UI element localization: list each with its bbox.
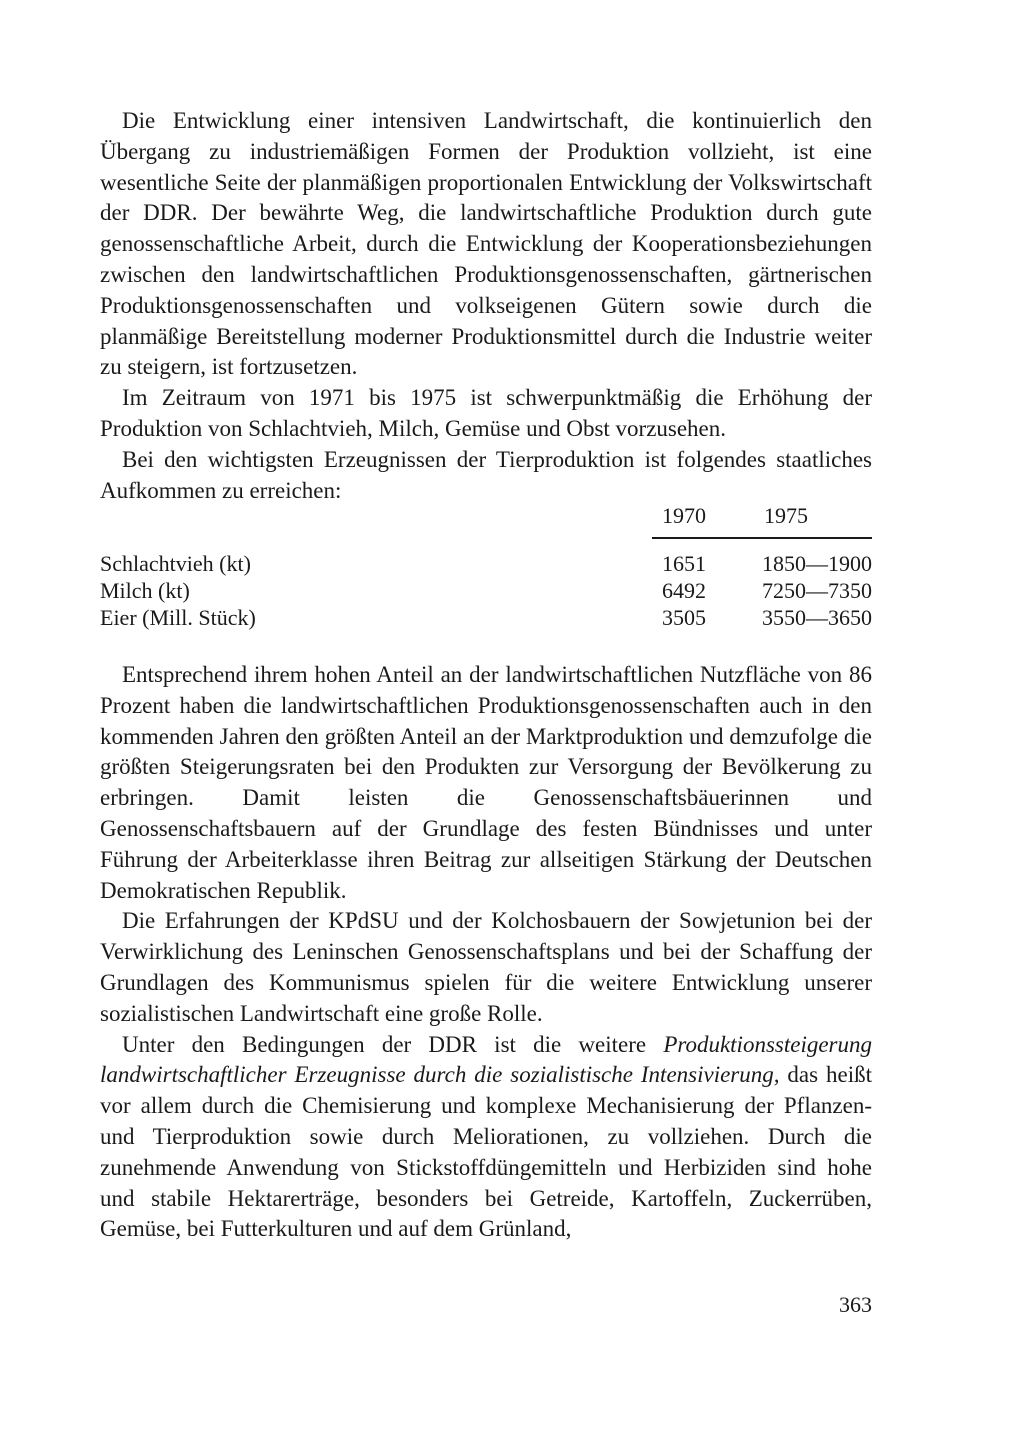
value-1970: 1651 [662,551,706,576]
value-1970: 6492 [662,578,706,603]
table-header [100,503,872,539]
table-row [100,578,872,605]
paragraph: Bei den wichtigsten Erzeugnissen der Tierproduktion ist folgendes staatliches Aufkommen zu erreichen: [100,446,872,503]
emphasized-text: Produktionssteigerung landwirtschaftlicher Erzeugnisse durch die sozialistische Intensivierung, [100,1031,872,1088]
header-rule [652,537,872,539]
value-1975: 3550—3650 [762,605,872,630]
row-label: Milch (kt) [100,578,190,603]
body-text-top [100,106,872,506]
table-row [100,605,872,632]
body-text-bottom [100,660,872,1245]
table-row [100,551,872,578]
column-header-1975: 1975 [764,503,808,528]
paragraph: Die Entwicklung einer intensiven Landwirtschaft, die kontinuierlich den Übergang zu industriemäßigen Formen der Produktion vollzieht, ist eine wesentliche Seite der planmäßigen proportionalen Entwicklung der Volkswirtschaft der DDR. Der bewährte Weg, die landwirtschaftliche Produktion durch gute genossenschaftliche Arbeit, durch die Entwicklung der Kooperationsbeziehungen zwischen den landwirtschaftlichen Produktionsgenossenschaften, gärtnerischen Produktionsgenossenschaften und volkseigenen Gütern sowie durch die planmäßige Bereitstellung moderner Produktionsmittel durch die Industrie weiter zu steigern, ist fortzusetzen. [100,108,872,380]
page-number: 363 [839,1292,872,1317]
paragraph: Im Zeitraum von 1971 bis 1975 ist schwerpunktmäßig die Erhöhung der Produktion von Schlachtvieh, Milch, Gemüse und Obst vorzusehen. [100,385,872,441]
row-label: Eier (Mill. Stück) [100,605,256,630]
row-label: Schlachtvieh (kt) [100,551,251,576]
value-1970: 3505 [662,605,706,630]
column-header-1970: 1970 [662,503,706,528]
paragraph-text: Unter den Bedingungen der DDR ist die weitere [122,1031,647,1057]
value-1975: 7250—7350 [762,578,872,603]
paragraph-text: das heißt vor allem durch die Chemisierung und komplexe Mechanisierung der Pflanzen- und Tierproduktion sowie durch Meliorationen, zu vollziehen. Durch die zunehmende Anwendung von Stickstoffdüngemitteln und Herbiziden sind hohe und stabile Hektarerträge, besonders bei Getreide, Kartoffeln, Zuckerrüben, Gemüse, bei Futterkulturen und auf dem Grünland, [100,1062,872,1242]
value-1975: 1850—1900 [762,551,872,576]
paragraph: Entsprechend ihrem hohen Anteil an der landwirtschaftlichen Nutzfläche von 86 Prozent haben die landwirtschaftlichen Produktionsgenossenschaften auch in den kommenden Jahren den größten Anteil an der Marktproduktion und demzufolge die größten Steigerungsraten bei den Produkten zur Versorgung der Bevölkerung zu erbringen. Damit leisten die Genossenschaftsbäuerinnen und Genossenschaftsbauern auf der Grundlage des festen Bündnisses und unter Führung der Arbeiterklasse ihren Beitrag zur allseitigen Stärkung der Deutschen Demokratischen Republik. [100,662,872,903]
table-body [100,551,872,632]
paragraph [100,1030,872,1246]
production-table [100,503,872,632]
paragraph: Die Erfahrungen der KPdSU und der Kolchosbauern der Sowjetunion bei der Verwirklichung des Leninschen Genossenschaftsplans und bei der Schaffung der Grundlagen des Kommunismus spielen für die weitere Entwicklung unserer sozialistischen Landwirtschaft eine große Rolle. [100,908,872,1026]
